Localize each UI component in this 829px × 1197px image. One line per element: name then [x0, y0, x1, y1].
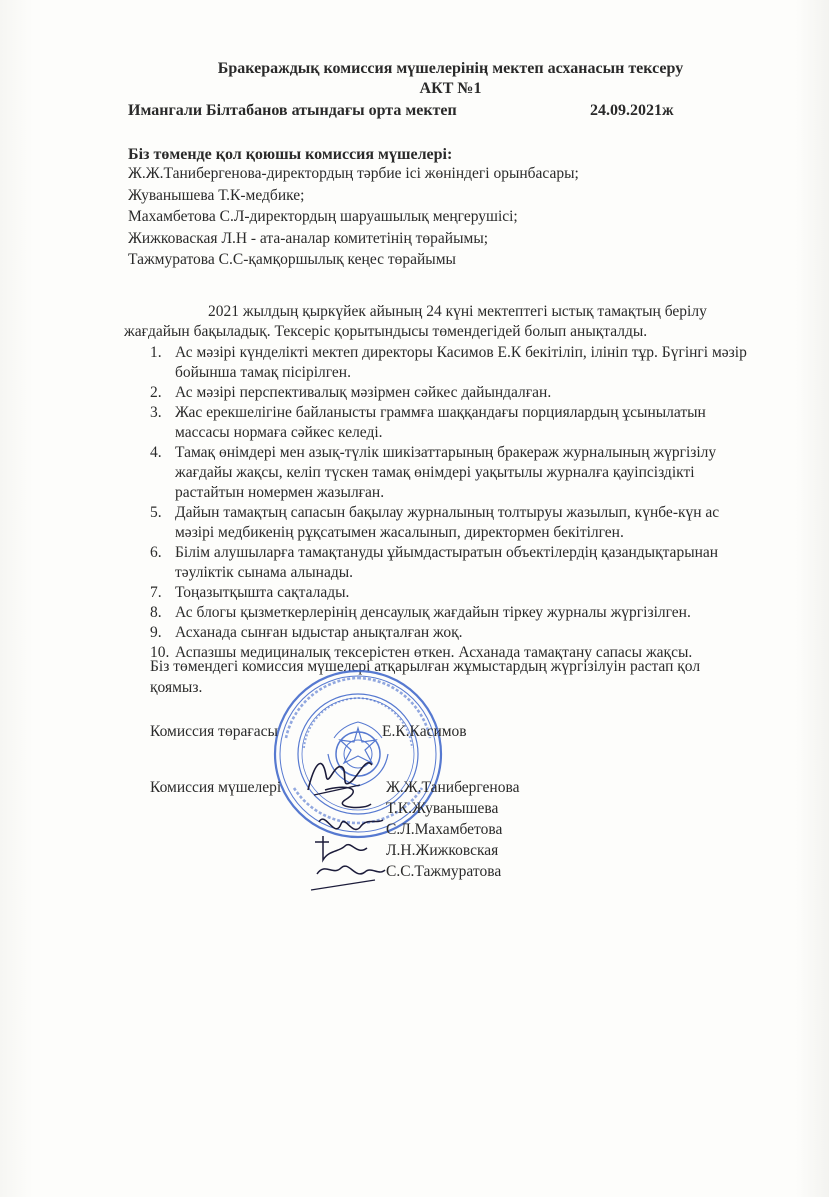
finding-number: 10. [150, 644, 170, 661]
members-label: Комиссия мүшелері [150, 779, 282, 796]
finding-text: Білім алушыларға тамақтануды ұйымдастыратын объектілердің қазандықтарынан тәуліктік сынама алынады. [175, 544, 719, 581]
school-date-row [128, 102, 688, 120]
finding-number: 9. [150, 624, 162, 641]
member-item: Махамбетова С.Л-директордың шаруашылық меңгерушісі; [128, 208, 518, 225]
finding-item [150, 403, 762, 443]
handwritten-signature-icon [305, 780, 395, 900]
finding-item [150, 543, 762, 583]
finding-number: 2. [150, 384, 162, 401]
intro-paragraph: 2021 жылдың қыркүйек айының 24 күні мектептегі ыстық тамақтың берілу жағдайын бақыладық. Тексеріс қорытындысы төмендегідей болып анықталды. [124, 303, 707, 340]
finding-item [150, 383, 762, 403]
finding-text: Аспазшы медициналық тексерістен өткен. Асханада тамақтану сапасы жақсы. [175, 644, 693, 661]
member-item: Жуванышева Т.К-медбике; [128, 186, 305, 204]
member-item: Жижковаская Л.Н - ата-аналар комитетінің төрайымы; [128, 229, 489, 247]
member-name: Т.К.Жуванышева [386, 800, 499, 817]
chair-label: Комиссия төрағасы [150, 723, 278, 740]
finding-item [150, 343, 762, 383]
finding-text: Тамақ өнімдері мен азық-түлік шикізаттарының бракераж журналының жүргізілу жағдайы жақсы, келіп түскен тамақ өнімдері уақытылы журналға қауіпсіздікті растайтын номермен жазылған. [175, 444, 717, 501]
chair-name: Е.К.Касимов [382, 723, 467, 740]
finding-text: Асханада сынған ыдыстар анықталған жоқ. [175, 624, 463, 641]
finding-item [150, 583, 762, 603]
finding-item [150, 503, 762, 543]
members-heading: Біз төменде қол қоюшы комиссия мүшелері: [128, 146, 453, 163]
member-name: С.С.Тажмуратова [386, 863, 502, 880]
member-item: Ж.Ж.Танибергенова-директордың тәрбие ісі жөніндегі орынбасары; [128, 165, 579, 182]
member-name: С.Л.Махамбетова [386, 821, 503, 838]
member-name: Л.Н.Жижковская [386, 842, 499, 859]
finding-item [150, 603, 762, 623]
finding-text: Жас ерекшелігіне байланысты граммға шаққандағы порциялардың ұсынылатын массасы нормаға сәйкес келеді. [175, 404, 706, 441]
finding-number: 6. [150, 544, 162, 561]
finding-number: 8. [150, 604, 162, 621]
finding-number: 3. [150, 404, 162, 421]
member-name: Ж.Ж.Танибергенова [386, 779, 520, 796]
finding-item [150, 443, 762, 503]
finding-number: 4. [150, 444, 162, 461]
finding-number: 1. [150, 344, 162, 361]
member-item: Тажмуратова С.С-қамқоршылық кеңес төрайымы [128, 251, 456, 268]
document-title: Бракераждық комиссия мүшелерінің мектеп асханасын тексеру [217, 60, 684, 77]
finding-text: Ас блогы қызметкерлерінің денсаулық жағдайын тіркеу журналы жүргізілген. [175, 604, 691, 621]
finding-text: Ас мәзірі перспективалық мәзірмен сәйкес дайындалған. [175, 384, 552, 401]
school-name: Имангали Білтабанов атындағы орта мектеп [128, 102, 457, 119]
act-number: АКТ №1 [419, 80, 482, 97]
finding-text: Ас мәзірі күнделікті мектеп директоры Касимов Е.К бекітіліп, ілініп тұр. Бүгінгі мәзір бойынша тамақ пісірілген. [175, 344, 747, 381]
findings-list [150, 343, 762, 663]
finding-number: 7. [150, 584, 162, 601]
finding-number: 5. [150, 504, 162, 521]
act-date: 24.09.2021ж [590, 102, 674, 119]
finding-item [150, 623, 762, 643]
members-list [128, 163, 579, 271]
closing-paragraph: Біз төмендегі комиссия мүшелері атқарылған жұмыстардың жүргізілуін растап қол қоямыз. [150, 658, 701, 696]
finding-text: Дайын тамақтың сапасын бақылау журналының толтыруы жазылып, күнбе-күн ас мәзірі медбикенің рұқсатымен жасалынып, директормен бекітілген. [175, 504, 720, 541]
finding-text: Тоңазытқышта сақталады. [175, 584, 350, 601]
